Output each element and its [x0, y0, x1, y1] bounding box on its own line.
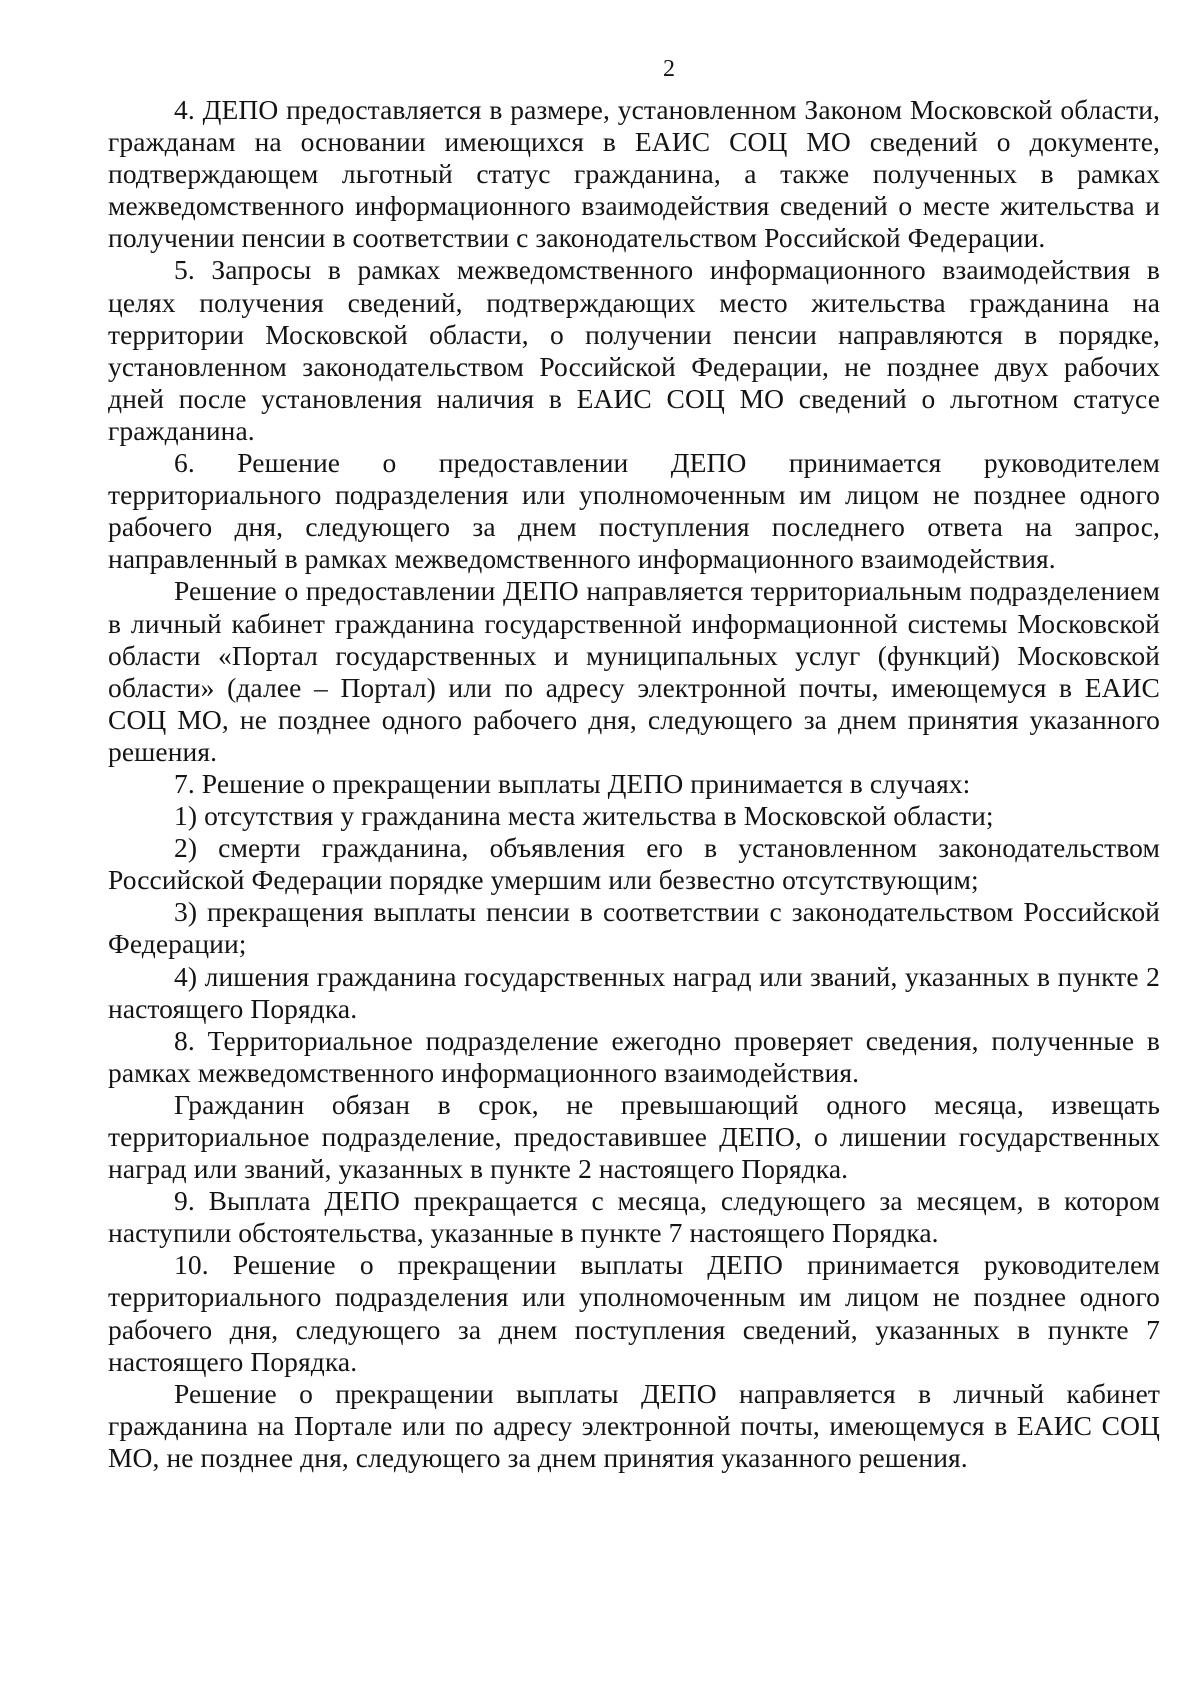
- paragraph-5: 5. Запросы в рамках межведомственного информационного взаимодействия в целях получения сведений, подтверждающих место жительства гражданина на территории Московской области, о получении пенсии направляются в порядке, установленном законодательством Российской Федерации, не позднее двух рабочих дней после установления наличия в ЕАИС СОЦ МО сведений о льготном статусе гражданина.: [108, 254, 1160, 446]
- paragraph-10: 10. Решение о прекращении выплаты ДЕПО принимается руководителем территориального подразделения или уполномоченным им лицом не позднее одного рабочего дня, следующего за днем поступления сведений, указанных в пункте 7 настоящего Порядка.: [108, 1249, 1160, 1377]
- paragraph-6: 6. Решение о предоставлении ДЕПО принимается руководителем территориального подразделения или уполномоченным им лицом не позднее одного рабочего дня, следующего за днем поступления последнего ответа на запрос, направленный в рамках межведомственного информационного взаимодействия.: [108, 447, 1160, 575]
- document-page: [108, 54, 1160, 1474]
- paragraph-7-item-1: 1) отсутствия у гражданина места жительства в Московской области;: [174, 800, 994, 832]
- page-number: 2: [663, 56, 675, 82]
- paragraph-7: 7. Решение о прекращении выплаты ДЕПО принимается в случаях:: [174, 767, 971, 799]
- paragraph-8-citizen-duty: Гражданин обязан в срок, не превышающий одного месяца, извещать территориальное подразделение, предоставившее ДЕПО, о лишении государственных наград или званий, указанных в пункте 2 настоящего Порядка.: [108, 1088, 1160, 1185]
- paragraph-7-item-4: 4) лишения гражданина государственных наград или званий, указанных в пункте 2 настоящего Порядка.: [108, 960, 1160, 1024]
- paragraph-7-item-2: 2) смерти гражданина, объявления его в установленном законодательством Российской Федерации порядке умершим или безвестно отсутствующим;: [108, 832, 1160, 896]
- paragraph-9: 9. Выплата ДЕПО прекращается с месяца, следующего за месяцем, в котором наступили обстоятельства, указанные в пункте 7 настоящего Порядка.: [108, 1185, 1160, 1249]
- paragraph-4: 4. ДЕПО предоставляется в размере, установленном Законом Московской области, гражданам на основании имеющихся в ЕАИС СОЦ МО сведений о документе, подтверждающем льготный статус гражданина, а также полученных в рамках межведомственного информационного взаимодействия сведений о месте жительства и получении пенсии в соответствии с законодательством Российской Федерации.: [108, 94, 1160, 254]
- paragraph-7-item-3: 3) прекращения выплаты пенсии в соответствии с законодательством Российской Федерации;: [108, 896, 1160, 960]
- paragraph-10-decision: Решение о прекращении выплаты ДЕПО направляется в личный кабинет гражданина на Портале или по адресу электронной почты, имеющемуся в ЕАИС СОЦ МО, не позднее дня, следующего за днем принятия указанного решения.: [108, 1377, 1160, 1473]
- paragraph-8: 8. Территориальное подразделение ежегодно проверяет сведения, полученные в рамках межведомственного информационного взаимодействия.: [108, 1024, 1160, 1088]
- paragraph-6-decision: Решение о предоставлении ДЕПО направляется территориальным подразделением в личный кабинет гражданина государственной информационной системы Московской области «Портал государственных и муниципальных услуг (функций) Московской области» (далее – Портал) или по адресу электронной почты, имеющемуся в ЕАИС СОЦ МО, не позднее одного рабочего дня, следующего за днем принятия указанного решения.: [108, 575, 1160, 767]
